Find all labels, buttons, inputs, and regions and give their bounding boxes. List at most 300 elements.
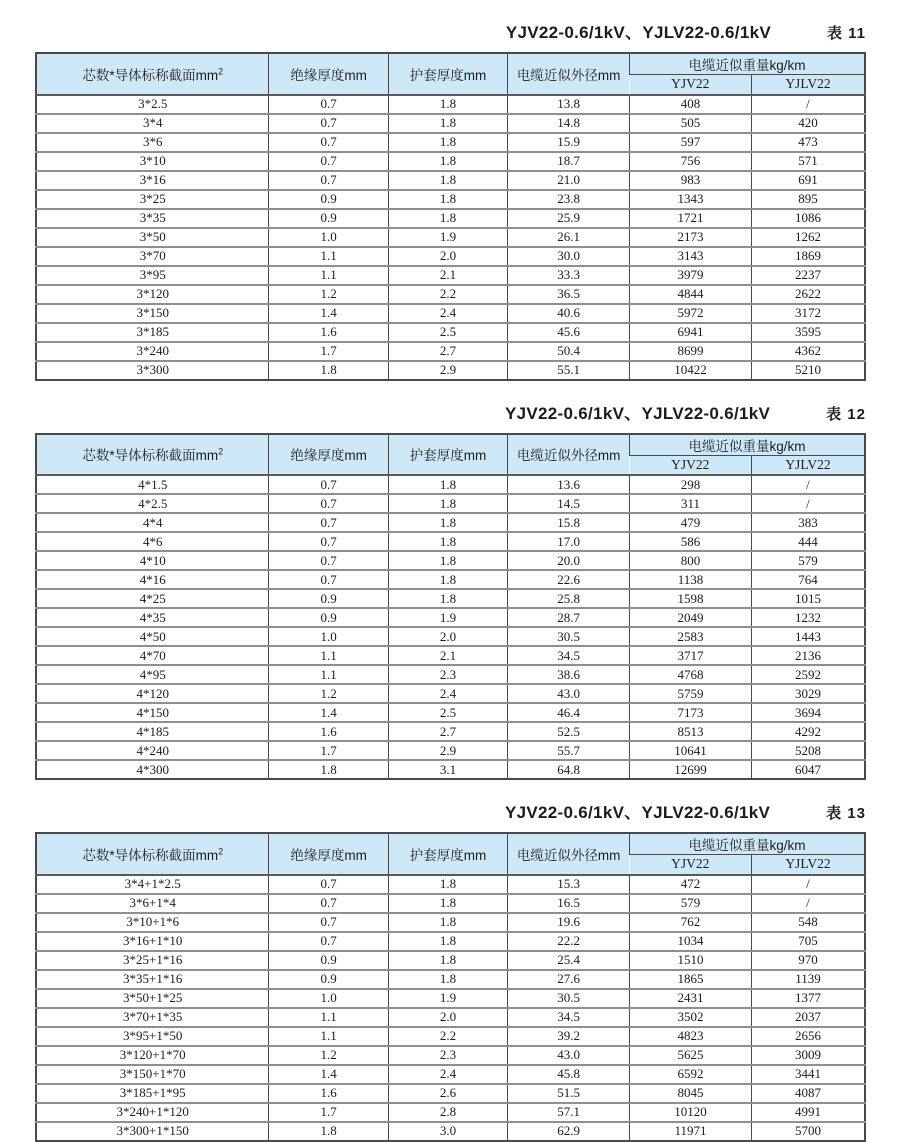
table-cell: 6047 [751, 760, 865, 779]
table-cell: 13.8 [508, 95, 630, 114]
table-cell: 1.8 [388, 532, 507, 551]
table-cell: 3*10+1*6 [36, 913, 269, 932]
table-title-row [35, 399, 866, 423]
table-cell: 1377 [751, 989, 865, 1008]
table-row [36, 1103, 865, 1122]
header-outer-diameter: 电缆近似外径mm [508, 833, 630, 875]
table-row [36, 1027, 865, 1046]
table-cell: 3*6+1*4 [36, 894, 269, 913]
table-cell: 3*240 [36, 342, 269, 361]
table-cell: 1.7 [269, 342, 388, 361]
table-cell: 548 [751, 913, 865, 932]
header-insulation-thickness: 绝缘厚度mm [269, 833, 388, 875]
table-cell: 1.8 [269, 1122, 388, 1141]
table-cell: 28.7 [508, 608, 630, 627]
table-section-13 [35, 798, 866, 1142]
table-row [36, 665, 865, 684]
table-cell: 2.1 [388, 266, 507, 285]
header-weight-yjv22: YJV22 [630, 855, 752, 875]
table-row [36, 1122, 865, 1141]
table-header [36, 833, 865, 875]
table-cell: 1.1 [269, 665, 388, 684]
header-sheath-thickness: 护套厚度mm [388, 833, 507, 875]
table-cell: 0.9 [269, 951, 388, 970]
table-cell: 3*50 [36, 228, 269, 247]
header-sheath-thickness: 护套厚度mm [388, 434, 507, 476]
table-row [36, 171, 865, 190]
table-cell: 1139 [751, 970, 865, 989]
cable-spec-table [35, 52, 866, 381]
table-row [36, 894, 865, 913]
table-cell: 3143 [630, 247, 752, 266]
table-cell: 0.7 [269, 171, 388, 190]
table-cell: 15.9 [508, 133, 630, 152]
table-cell: 0.7 [269, 95, 388, 114]
table-body [36, 875, 865, 1141]
table-cell: 970 [751, 951, 865, 970]
table-row [36, 152, 865, 171]
table-cell: 762 [630, 913, 752, 932]
table-cell: 4*35 [36, 608, 269, 627]
table-cell: 0.9 [269, 608, 388, 627]
table-cell: 1.1 [269, 266, 388, 285]
table-cell: 21.0 [508, 171, 630, 190]
table-cell: 1.8 [388, 114, 507, 133]
table-row [36, 570, 865, 589]
table-cell: 1.8 [388, 589, 507, 608]
table-cell: 1.8 [388, 932, 507, 951]
table-cell: 1.6 [269, 722, 388, 741]
table-section-11 [35, 18, 866, 381]
table-cell: 473 [751, 133, 865, 152]
table-cell: 5759 [630, 684, 752, 703]
table-row [36, 285, 865, 304]
table-cell: 1086 [751, 209, 865, 228]
table-cell: 4823 [630, 1027, 752, 1046]
table-cell: 45.8 [508, 1065, 630, 1084]
table-row [36, 190, 865, 209]
table-cell: 2.7 [388, 342, 507, 361]
table-cell: 25.8 [508, 589, 630, 608]
table-row [36, 684, 865, 703]
table-cell: 1.8 [388, 190, 507, 209]
table-cell: 4*150 [36, 703, 269, 722]
table-cell: 1138 [630, 570, 752, 589]
table-row [36, 1008, 865, 1027]
table-cell: 505 [630, 114, 752, 133]
table-row [36, 722, 865, 741]
table-cell: 3.0 [388, 1122, 507, 1141]
table-cell: 1.0 [269, 228, 388, 247]
table-cell: 1865 [630, 970, 752, 989]
table-title: YJV22-0.6/1kV、YJLV22-0.6/1kV [505, 803, 771, 822]
table-cell: 1.8 [388, 133, 507, 152]
table-cell: 8699 [630, 342, 752, 361]
table-cell: 4*6 [36, 532, 269, 551]
table-number: 表 12 [826, 405, 866, 423]
header-weight-yjv22: YJV22 [630, 75, 752, 95]
table-cell: 1598 [630, 589, 752, 608]
table-cell: 0.9 [269, 970, 388, 989]
table-cell: 3*240+1*120 [36, 1103, 269, 1122]
table-cell: 55.1 [508, 361, 630, 380]
table-row [36, 913, 865, 932]
table-cell: 1.8 [388, 209, 507, 228]
header-insulation-thickness: 绝缘厚度mm [269, 53, 388, 95]
table-cell: 1510 [630, 951, 752, 970]
table-cell: 3*185+1*95 [36, 1084, 269, 1103]
table-cell: 0.7 [269, 913, 388, 932]
table-cell: 1.7 [269, 741, 388, 760]
table-header [36, 53, 865, 95]
table-cell: 43.0 [508, 684, 630, 703]
table-cell: 0.7 [269, 894, 388, 913]
table-row [36, 494, 865, 513]
header-outer-diameter: 电缆近似外径mm [508, 53, 630, 95]
table-cell: 2.8 [388, 1103, 507, 1122]
table-cell: 4292 [751, 722, 865, 741]
table-row [36, 608, 865, 627]
table-cell: 1.8 [388, 951, 507, 970]
header-insulation-thickness: 绝缘厚度mm [269, 434, 388, 476]
table-cell: 33.3 [508, 266, 630, 285]
table-cell: 1.7 [269, 1103, 388, 1122]
table-cell: 1.4 [269, 703, 388, 722]
table-cell: 1721 [630, 209, 752, 228]
header-weight-yjlv22: YJLV22 [751, 855, 865, 875]
table-cell: 800 [630, 551, 752, 570]
table-cell: 3*95 [36, 266, 269, 285]
table-cell: 3*50+1*25 [36, 989, 269, 1008]
table-cell: 27.6 [508, 970, 630, 989]
table-row [36, 1065, 865, 1084]
table-cell: 3*70 [36, 247, 269, 266]
table-row [36, 970, 865, 989]
table-cell: 4768 [630, 665, 752, 684]
table-cell: 4*185 [36, 722, 269, 741]
table-cell: 4*120 [36, 684, 269, 703]
table-cell: 45.6 [508, 323, 630, 342]
table-cell: 0.7 [269, 570, 388, 589]
table-title: YJV22-0.6/1kV、YJLV22-0.6/1kV [505, 23, 771, 42]
cable-spec-table [35, 832, 866, 1142]
table-cell: 3.1 [388, 760, 507, 779]
table-row [36, 209, 865, 228]
table-cell: 2.5 [388, 703, 507, 722]
table-cell: 1.0 [269, 627, 388, 646]
table-cell: 1.2 [269, 285, 388, 304]
header-weight-yjv22: YJV22 [630, 455, 752, 475]
table-header [36, 434, 865, 476]
table-row [36, 589, 865, 608]
table-cell: 3*16 [36, 171, 269, 190]
table-cell: 2037 [751, 1008, 865, 1027]
table-cell: 983 [630, 171, 752, 190]
table-cell: 3009 [751, 1046, 865, 1065]
table-cell: 3*185 [36, 323, 269, 342]
table-cell: 1.8 [388, 152, 507, 171]
table-cell: 4*2.5 [36, 494, 269, 513]
table-cell: 1.2 [269, 1046, 388, 1065]
table-cell: 1.1 [269, 1027, 388, 1046]
table-cell: 4*240 [36, 741, 269, 760]
table-cell: 3979 [630, 266, 752, 285]
table-cell: 10641 [630, 741, 752, 760]
header-weight-group: 电缆近似重量kg/km [630, 833, 865, 855]
table-cell: 4*25 [36, 589, 269, 608]
table-cell: 1.9 [388, 989, 507, 1008]
table-cell: 2.7 [388, 722, 507, 741]
table-cell: 40.6 [508, 304, 630, 323]
table-cell: 4*70 [36, 646, 269, 665]
table-cell: 4*10 [36, 551, 269, 570]
table-cell: 1.1 [269, 247, 388, 266]
table-row [36, 989, 865, 1008]
table-cell: 1.8 [388, 570, 507, 589]
table-cell: 1034 [630, 932, 752, 951]
table-cell: 1.8 [269, 760, 388, 779]
table-title: YJV22-0.6/1kV、YJLV22-0.6/1kV [505, 403, 771, 423]
table-cell: 3*2.5 [138, 96, 168, 111]
table-cell: 15.3 [508, 875, 630, 894]
table-cell: / [751, 875, 865, 894]
table-row [36, 1084, 865, 1103]
table-cell: 5972 [630, 304, 752, 323]
table-cell: 2.6 [388, 1084, 507, 1103]
table-cell: 586 [630, 532, 752, 551]
table-cell: 383 [751, 513, 865, 532]
table-cell: 2136 [751, 646, 865, 665]
table-cell: 311 [630, 494, 752, 513]
table-cell: 579 [630, 894, 752, 913]
table-cell: 1.1 [269, 646, 388, 665]
table-cell: 16.5 [508, 894, 630, 913]
table-cell: 3717 [630, 646, 752, 665]
table-cell: 3502 [630, 1008, 752, 1027]
table-cell: 2.3 [388, 1046, 507, 1065]
table-cell: 0.7 [269, 114, 388, 133]
table-cell: 4*16 [36, 570, 269, 589]
table-cell: 1262 [751, 228, 865, 247]
table-cell: 3*300+1*150 [36, 1122, 269, 1141]
table-cell: 408 [630, 95, 752, 114]
table-cell: 62.9 [508, 1122, 630, 1141]
table-cell: 2622 [751, 285, 865, 304]
table-cell: 4991 [751, 1103, 865, 1122]
table-cell: 2.0 [388, 247, 507, 266]
table-cell: 0.7 [269, 532, 388, 551]
table-row [36, 323, 865, 342]
table-cell: 3*70+1*35 [36, 1008, 269, 1027]
table-cell: 6592 [630, 1065, 752, 1084]
cable-spec-table [35, 433, 866, 781]
header-weight-group: 电缆近似重量kg/km [630, 53, 865, 75]
table-title-row [35, 798, 866, 822]
table-cell: 8045 [630, 1084, 752, 1103]
table-cell: 2.1 [388, 646, 507, 665]
table-row [36, 1046, 865, 1065]
table-cell: 50.4 [508, 342, 630, 361]
table-title-row [35, 18, 866, 42]
table-cell: 2.5 [388, 323, 507, 342]
table-cell: 30.5 [508, 989, 630, 1008]
table-cell: 420 [751, 114, 865, 133]
table-cell: 5700 [751, 1122, 865, 1141]
table-cell: 5210 [751, 361, 865, 380]
table-cell: 2.3 [388, 665, 507, 684]
table-cell: 4*300 [36, 760, 269, 779]
table-cell: 0.7 [269, 494, 388, 513]
table-cell: 4*50 [36, 627, 269, 646]
table-cell: 46.4 [508, 703, 630, 722]
table-cell: 0.7 [269, 875, 388, 894]
table-cell: 19.6 [508, 913, 630, 932]
table-cell: 7173 [630, 703, 752, 722]
table-cell: 10422 [630, 361, 752, 380]
table-cell: 3*95+1*50 [36, 1027, 269, 1046]
table-cell: 3029 [751, 684, 865, 703]
table-row [36, 95, 865, 114]
table-cell: 472 [630, 875, 752, 894]
table-cell: 43.0 [508, 1046, 630, 1065]
table-section-12 [35, 399, 866, 781]
table-cell: 3694 [751, 703, 865, 722]
table-cell: 1.9 [388, 608, 507, 627]
table-cell: 3*300 [36, 361, 269, 380]
table-cell: 38.6 [508, 665, 630, 684]
table-cell: 64.8 [508, 760, 630, 779]
table-cell: 571 [751, 152, 865, 171]
table-cell: 0.9 [269, 209, 388, 228]
table-cell: 2.9 [388, 361, 507, 380]
table-cell: 479 [630, 513, 752, 532]
table-cell: 298 [630, 475, 752, 494]
table-cell: 756 [630, 152, 752, 171]
table-cell: 30.0 [508, 247, 630, 266]
table-cell: 1.8 [388, 551, 507, 570]
table-row [36, 760, 865, 779]
table-cell: 0.7 [269, 133, 388, 152]
table-cell: / [751, 95, 865, 114]
table-cell: 1.8 [388, 894, 507, 913]
header-sheath-thickness: 护套厚度mm [388, 53, 507, 95]
table-cell: 0.7 [269, 513, 388, 532]
table-cell: 3*25 [36, 190, 269, 209]
table-cell: 895 [751, 190, 865, 209]
table-cell: 1.4 [269, 304, 388, 323]
table-row [36, 951, 865, 970]
table-cell: 0.7 [269, 932, 388, 951]
table-cell: 6941 [630, 323, 752, 342]
table-cell: 1.8 [388, 913, 507, 932]
table-cell: 39.2 [508, 1027, 630, 1046]
table-cell: 1.2 [269, 684, 388, 703]
table-cell: 3*35+1*16 [36, 970, 269, 989]
table-cell: 0.7 [269, 551, 388, 570]
header-core-section: 芯数*导体标称截面$mm^2$ [36, 434, 269, 476]
table-cell: 51.5 [508, 1084, 630, 1103]
table-body [36, 475, 865, 779]
table-cell: 444 [751, 532, 865, 551]
table-cell: 11971 [630, 1122, 752, 1141]
table-cell: 4362 [751, 342, 865, 361]
table-cell: 13.6 [508, 475, 630, 494]
table-cell: 1015 [751, 589, 865, 608]
table-cell: 26.1 [508, 228, 630, 247]
table-cell: 3*6 [36, 133, 269, 152]
table-cell: 1869 [751, 247, 865, 266]
header-weight-yjlv22: YJLV22 [751, 75, 865, 95]
table-cell: / [751, 494, 865, 513]
header-core-section: 芯数*导体标称截面$mm^2$ [36, 833, 269, 875]
table-cell: 1.6 [269, 1084, 388, 1103]
table-cell: 2656 [751, 1027, 865, 1046]
table-row [36, 932, 865, 951]
table-cell: 1343 [630, 190, 752, 209]
table-cell: 2431 [630, 989, 752, 1008]
table-cell: 57.1 [508, 1103, 630, 1122]
table-cell: 25.4 [508, 951, 630, 970]
table-cell: 3*4 [36, 114, 269, 133]
table-cell: 2.0 [388, 627, 507, 646]
table-cell: 14.5 [508, 494, 630, 513]
table-row [36, 627, 865, 646]
header-core-section: 芯数*导体标称截面$mm^2$ [36, 53, 269, 95]
table-cell: 2.0 [388, 1008, 507, 1027]
table-cell: 764 [751, 570, 865, 589]
table-cell: 4087 [751, 1084, 865, 1103]
table-cell: 3*4+1*2.5 [124, 876, 181, 891]
table-cell: 3441 [751, 1065, 865, 1084]
table-cell: 1.0 [269, 989, 388, 1008]
table-cell: 4*1.5 [138, 476, 168, 492]
table-row [36, 646, 865, 665]
table-cell: 1232 [751, 608, 865, 627]
table-row [36, 361, 865, 380]
table-cell: 2.4 [388, 304, 507, 323]
table-cell: 705 [751, 932, 865, 951]
table-row [36, 513, 865, 532]
table-row [36, 475, 865, 494]
table-cell: 1.8 [388, 970, 507, 989]
table-cell: 0.7 [269, 475, 388, 494]
table-cell: 1.8 [388, 494, 507, 513]
table-cell: 2.9 [388, 741, 507, 760]
table-cell: 23.8 [508, 190, 630, 209]
table-cell: 2237 [751, 266, 865, 285]
table-body [36, 95, 865, 380]
table-cell: 30.5 [508, 627, 630, 646]
table-cell: 3*150+1*70 [36, 1065, 269, 1084]
header-weight-group: 电缆近似重量kg/km [630, 434, 865, 456]
table-cell: 2.2 [388, 1027, 507, 1046]
table-cell: 3*16+1*10 [36, 932, 269, 951]
table-cell: 15.8 [508, 513, 630, 532]
table-number: 表 13 [826, 805, 866, 822]
table-cell: 1.8 [269, 361, 388, 380]
table-row [36, 114, 865, 133]
table-row [36, 875, 865, 894]
table-row [36, 304, 865, 323]
table-row [36, 741, 865, 760]
table-row [36, 703, 865, 722]
table-cell: 0.9 [269, 589, 388, 608]
table-cell: 3*120 [36, 285, 269, 304]
table-cell: 579 [751, 551, 865, 570]
table-cell: 3172 [751, 304, 865, 323]
header-outer-diameter: 电缆近似外径mm [508, 434, 630, 476]
table-cell: 4*4 [36, 513, 269, 532]
